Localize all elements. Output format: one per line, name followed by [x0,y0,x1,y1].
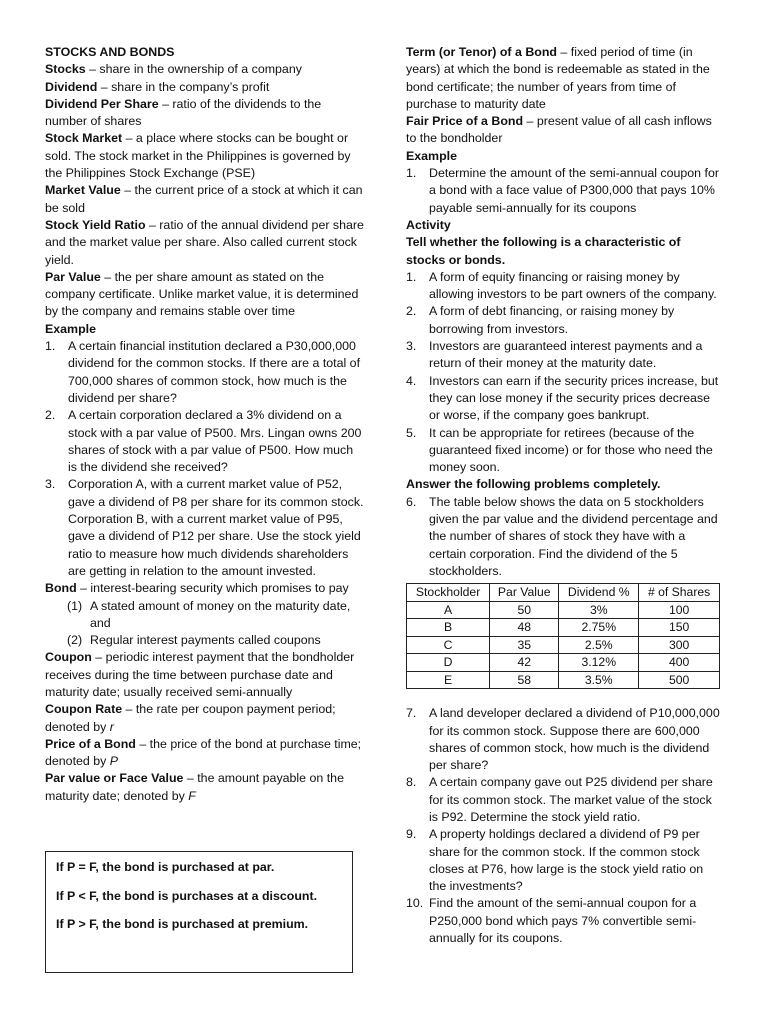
definition-market-value: Market Value – the current price of a stock at which it can be sold [45,183,363,215]
table-row [407,671,720,689]
table-cell: 100 [639,601,720,619]
example-heading: Example [45,321,96,336]
definition-stock-market: Stock Market – a place where stocks can be bought or sold. The stock market in the Philippines is governed by the Philippines Stock Exchange (PSE) [45,131,351,181]
definition-par-or-face-value: Par value or Face Value – the amount payable on the maturity date; denoted by F [45,771,344,803]
table-cell: 500 [639,671,720,689]
table-cell: 150 [639,619,720,637]
activity-item: 3. Investors are guaranteed interest payments and a return of their money at the maturity date. [406,339,703,371]
table-cell: 3.5% [559,671,639,689]
table-cell: 58 [490,671,559,689]
answer-heading: Answer the following problems completely. [406,477,661,492]
table-cell: 2.5% [559,636,639,654]
table-cell: 2.75% [559,619,639,637]
table-row [407,636,720,654]
table-row [407,619,720,637]
table-cell: 35 [490,636,559,654]
definition-price-of-bond: Price of a Bond – the price of the bond at purchase time; denoted by P [45,736,362,769]
table-header-row [407,584,720,602]
definition-dividend: Dividend – share in the company’s profit [45,79,270,94]
table-header-cell: Par Value [490,584,559,602]
table-cell: D [407,654,490,672]
definition-fair-price: Fair Price of a Bond – present value of all cash inflows to the bondholder [406,114,712,146]
definition-dividend-per-share: Dividend Per Share – ratio of the dividends to the number of shares [45,96,322,129]
bond-item: (1) A stated amount of money on the maturity date, and [67,598,351,630]
definition-stock-yield-ratio: Stock Yield Ratio – ratio of the annual dividend per share and the market value per share. Also called current stock yield. [45,217,364,267]
activity-item: 5. It can be appropriate for retirees (because of the guaranteed fixed income) or for those who need the money soon. [406,425,713,475]
table-cell: 48 [490,619,559,637]
rule-at-par: If P = F, the bond is purchased at par. [56,860,275,874]
bond-purchase-rules-box [45,851,353,973]
table-cell: 400 [639,654,720,672]
definition-coupon-rate: Coupon Rate – the rate per coupon payment period; denoted by r [45,702,336,734]
table-cell: 42 [490,654,559,672]
table-cell: C [407,636,490,654]
activity-item: 1. A form of equity financing or raising money by allowing investors to be part owners of the company. [406,269,717,302]
activity-item: 4. Investors can earn if the security prices increase, but they can lose money if the security prices decrease or worse, if the company goes bankrupt. [406,373,719,423]
problem-item: 9. A property holdings declared a dividend of P9 per share for the common stock. If the common stock closes at P76, how large is the stock yield ratio on the investments? [406,827,704,894]
problem-item: 7. A land developer declared a dividend of P10,000,000 for its common stock. Suppose there are 600,000 shares of common stock, how much is the dividend per share? [406,706,720,773]
table-header-cell: Stockholder [407,584,490,602]
problem-item: 6. The table below shows the data on 5 stockholders given the par value and the dividend percentage and the number of shares of stock they have with a certain corporation. Find the dividend of the 5 stockholders. [406,494,718,578]
table-header-cell: Dividend % [559,584,639,602]
definition-coupon: Coupon – periodic interest payment that the bondholder receives during the time between purchase date and maturity date; usually received semi-annually [45,650,355,699]
activity-prompt: Tell whether the following is a characteristic of stocks or bonds. [406,235,681,267]
bond-item: (2) Regular interest payments called coupons [67,633,321,648]
table-header-cell: # of Shares [639,584,720,602]
table-cell: E [407,671,490,689]
table-cell: A [407,601,490,619]
stockholder-table [406,583,720,689]
definition-stocks: Stocks – share in the ownership of a company [45,62,302,77]
right-column [406,44,720,947]
example-item: 3. Corporation A, with a current market value of P52, gave a dividend of P8 per share for its common stock. Corporation B, with a current market value of P95, gave a dividend of P12 per share. Use the stock yield ratio to measure how much dividends shareholders are getting in relation to the amount invested. [45,477,364,578]
definition-bond: Bond – interest-bearing security which promises to pay [45,581,349,596]
example-item: 2. A certain corporation declared a 3% dividend on a stock with a par value of P500. Mrs. Lingan owns 200 shares of stock with a par value of P500. How much is the dividend she received? [45,408,362,475]
rule-at-premium: If P > F, the bond is purchased at premium. [56,917,309,931]
table-cell: 300 [639,636,720,654]
activity-item: 2. A form of debt financing, or raising money by borrowing from investors. [406,304,675,336]
definition-par-value: Par Value – the per share amount as stated on the company certificate. Unlike market value, it is determined by the company and remains stable over time [45,269,359,319]
page-heading: STOCKS AND BONDS [45,45,175,59]
table-cell: 3.12% [559,654,639,672]
problem-item: 8. A certain company gave out P25 dividend per share for its common stock. The market value of the stock is P92. Determine the stock yield ratio. [406,775,713,824]
example-item: 1. Determine the amount of the semi-annual coupon for a bond with a face value of P300,000 that pays 10% payable semi-annually for its coupons [406,166,719,215]
rule-at-discount: If P < F, the bond is purchases at a discount. [56,888,318,903]
table-row [407,654,720,672]
example-heading: Example [406,148,457,163]
problem-item: 10. Find the amount of the semi-annual coupon for a P250,000 bond which pays 7% convertible semi-annually for its coupons. [406,896,697,946]
definition-term-of-bond: Term (or Tenor) of a Bond – fixed period of time (in years) at which the bond is redeemable as stated in the bond certificate; the number of years from time of purchase to maturity date [406,45,710,111]
left-column [45,44,365,805]
table-cell: 3% [559,601,639,619]
table-row [407,601,720,619]
example-item: 1. A certain financial institution declared a P30,000,000 dividend for the common stocks. If there are a total of 700,000 shares of common stock, how much is the dividend per share? [45,339,361,405]
activity-heading: Activity [406,217,451,232]
table-cell: 50 [490,601,559,619]
table-cell: B [407,619,490,637]
